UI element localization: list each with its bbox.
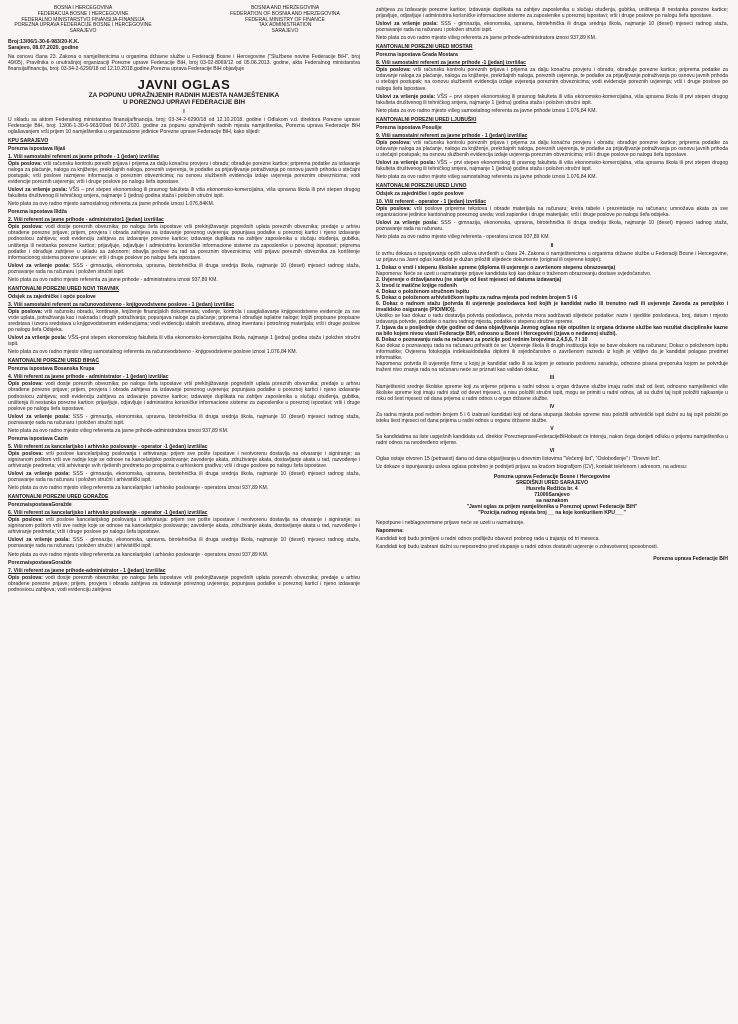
- salary-text: Neto plata za ovo radno mjesto samostalnog referenta za javne prihode iznosi 1.076,84KM.: [8, 201, 215, 208]
- duties-text: vrši računsku kontrolu porezih prijava i prijema za dalju konačnu provjeru i obradu; obrađuje porezne kartice; priprema podatke za izdavanje naloga za plaćanje, naloga za knjiženje, prekršajnih naloga, poreznih uvjerenja, te podatke za prijavljivanje potraživanja po osnovu javnih prihoda u stečajni postupak; vrši poslove razmjene informacija o poreznim obveznicima; na osnovu službenih evidencija izdaje uvjerenja poreznim obveznicima; vodi evidencije poreznih uvjerenja; vrši i druge poslove po nalogu šefa ispostave.: [8, 160, 360, 186]
- position-title: 7. Viši referent za javne prihode-administrator - 1 (jedan) izvršilac: [8, 567, 166, 574]
- section-heading: V: [550, 425, 554, 432]
- office-heading: KANTONALNI POREZNI URED MOSTAR: [376, 44, 473, 51]
- left-positions: [8, 138, 360, 593]
- salary-text: Neto plata za ovo radno mjesto referenta za javne prihode - administratora iznosi 937,89 KM.: [8, 276, 218, 283]
- continued-text: zahtjeva za izdavanje porezne kartice; izdavanje duplikata na zahtjev zaposlenika u slučaju otuđenja, gubitka, uništenja ili nestanka porezne kartice; prijavljuje, odjavljuje i administrira korisničke informacione sisteme za zaposlenike u poreznoj ispostavi; vrši i druge poslove po nalogu šefa ispostave.: [376, 7, 728, 20]
- position-title: 10. Viši referent - operator - 1 (jedan) izvršilac: [376, 199, 487, 206]
- duties-paragraph: [8, 224, 360, 260]
- duties-paragraph: [8, 575, 360, 593]
- duties-label: Opis poslova:: [8, 574, 43, 581]
- salary-text: Neto plata za ovo radno mjesto višeg samostalnog referenta za javne prihode iznosi 1.076,84 KM.: [376, 107, 597, 114]
- duties-paragraph: [8, 161, 360, 185]
- duties-text: vodi dosije poreznih obveznika; po nalogu šefa ispostave vrši prekinjižavanje pogrešnih uplata poreznih obveznika; predaje u arhivu obrađene porezne prijave; prijem, provjera i obrada zahtjeva za izdavanje poreznog uvjerenja; popunjava podatke u poreznoj kartici i njeno izdavanje podnosiocu zahtjeva; vodi evidenciju zahtjeva: [8, 574, 361, 593]
- section-text: Uz dokaze o ispunjavanju uslova oglasa potrebno je podnijeti prijavu sa kraćom biografijom (CV), kontakt telefonom i adresom, na adresu:: [376, 464, 688, 471]
- requirements-label: Uslovi za vršenje posla:: [376, 220, 438, 227]
- position-title: 1. Viši samostalni referent za javne prihode - 1 (jedan) izvršilac: [8, 153, 160, 160]
- requirements-paragraph: Uslovi za vršenje posla: SSS - gimnazija, ekonomska, upravna, birotehnička ili druga srednja škola, najmanje 10 (deset) mjeseci radnog staža, poznavanje rada na računaru i položen stručni ispit.: [376, 21, 728, 34]
- requirements-label: Uslovi za vršenje posla:: [376, 159, 436, 166]
- branch-name: PoreznaispostavaGoražde: [8, 502, 72, 509]
- section-text: Iz svrhu dokaza o ispunjavanju općih uslova utvrđenih u članu 24. Zakona o namještenicima u organima državne službe u Federaciji Bosne i Hercegovine, uz prijavu na Javni oglas kandidat je dužan priložiti slijedeće dokumente (original ili ovjerene kopije):: [376, 250, 728, 263]
- postal-address: Porezna uprava Federacije Bosne i Hercegovine SREDIŠNJI URED SARAJEVO Husrefa Redžića br. 4 71000Sarajevo sa naznakom "Javni oglas za prijem namještenika u Poreznoj upravi Federacije BiH" "Pozicija radnog mjesta broj __ na koje konkurišem KPU___": [466, 474, 638, 517]
- page-title: JAVNI OGLAS: [137, 77, 231, 93]
- reference-number: Broj:13/06/1-30-6-983/20-K.K. Sarajevo, 08.07.2020. godine: [8, 38, 80, 52]
- salary-text: Neto plata za ovo radno mjesto višeg samostalnog referenta za računovodstveno - knjigovodstvene poslove iznosi 1.076,84 KM.: [8, 349, 298, 356]
- position-title: 4. Viši referent za javne prihode - administrator - 1 (jedan) izvršilac: [8, 374, 169, 381]
- position-title: 2. Viši referent za javne prihode - administrator1 (jedan) izvršilac: [8, 217, 164, 224]
- requirements-label: Uslovi za vršenje posla:: [8, 335, 67, 342]
- branch-name: Porezna ispostava Cazin: [8, 435, 68, 442]
- requirements-paragraph: [8, 471, 360, 483]
- requirements-label: Uslovi za vršenje posla:: [376, 21, 438, 28]
- salary-text: Neto plata za ovo radno mjesto višeg samostalnog referenta za javne prihode iznosi 1.076,84 KM.: [376, 174, 597, 181]
- section-text: Oglas ostaje otvoren 15 (petnaest) dana od dana objavljivanja u dnevnim listovima "Večernji list", "Oslobođenje" i "Dnevni list".: [376, 456, 661, 462]
- branch-name: Porezna ispostava Ilidža: [8, 209, 67, 216]
- duties-text: vodi dosije poreznih obveznika; po nalogu šefa ispostave vrši prekinjižavanje pogrešnih uplata poreznih obveznika; predaje u arhivu obrađene porezne prijave; prijem, provjera i obrada zahtjeva za izdavanje poreznog uvjerenja; popunjava podatke u poreznoj kartici i njeno izdavanje podnosiocu zahtjeva; vodi evidenciju zahtjeva za izdavanje porezne kartice; izdavanje duplikata na zahtjev zaposlenika u slučaju otuđenja, gubitka, uništenja ili nestanka porezne kartice; prijavljuje, odjavljuje i administrira korisničke informacione sisteme za zaposlenike u poreznoj ispostavi; priprema podatke i obrađuje zahtjeve u skladu sa zakonom; obavlja poslove za rad sa poreznim obveznicima; vrši prijavu poreznih obveznika za korištenje informacionog sistema porezne uprave; vrši i druge poslove po nalogu šefa ispostave.: [8, 224, 361, 261]
- duties-label: Opis poslova:: [8, 450, 44, 457]
- requirement-item: Napomena: Neće se uzeti u razmatranje prijave kandidata koji kao dokaz o traženom obrazovanju dostave svjedočanstvo.: [376, 270, 652, 277]
- requirements-label: Uslovi za vršenje posla:: [376, 93, 436, 100]
- office-heading: KANTONALNI POREZNI URED BIHAĆ: [8, 358, 100, 365]
- section-text: Sa kandidatima sa liste uspješnih kandidata v.d. direktor PoreznepraveFederacijeBiHobavit će intervju, nakon čega donijeti odluku o prijemu namještenika u radni odnos na neodređeno vrijeme.: [376, 433, 728, 446]
- signature: Porezna uprava Federacije BiH: [653, 555, 728, 562]
- right-column: [376, 6, 728, 562]
- branch-name: PoreznaispostavaGoražde: [8, 559, 72, 566]
- duties-paragraph: [8, 309, 360, 333]
- section-heading: III: [549, 375, 555, 382]
- requirements-text: VŠS–prvi stepen ekonomskog fakulteta ili viša ekonomsko-komercijalna škola, najmanje 1 (jedna) godina staža i položen stručni ispit.: [8, 335, 360, 348]
- section-text: Za radna mjesta pod rednim brojem 5 i 6 izabrani kandidati koji od dana stupanja školske spreme nisu položili arhivistički ispit dužni su taj ispit položiti po isteku šest mjeseci od dana prijema u radni odnos u organu državne službe.: [376, 411, 728, 424]
- duties-text: vrši računsku obradu, kontiranje, knjiženje financijskih dokumenata; vođenje, kontrola i usaglašavanje knjigovodstvene evidencije za sve vrste uplata, potraživanja kao i naknada i drugih potraživanja; popunjava naloge za plaćanje; priprema i obrađuje isplatne naloge; knjiži propisane propisane sredstava i izvora sredstava u knjigovodstvenim evidencijama; vodi evidenciju stalnih sredstava, sitnog inventara i potrošnog materijala; vrši i druge poslove po nalogu šefa Odsjeka.: [8, 308, 361, 334]
- branch-name: Odsjek za zajedničke i opće poslove: [376, 191, 464, 198]
- branch-name: Porezna ispostava Posušje: [376, 124, 442, 131]
- requirements-paragraph: [8, 537, 360, 549]
- requirements-text: SSS - gimnazija, ekonomska, upravna, birotehnička ili druga srednja škola, najmanje 10 (deset) mjeseci radnog staža, poznavanje rada na računaru i položen stručni i arhivistički ispit.: [8, 471, 360, 484]
- requirements-text: SSS - gimnazija, ekonomska, upravna, birotehnička ili druga srednja škola, najmanje 10 (deset) mjeseci radnog staža, poznavanje rada na računaru i položen stručni ispit.: [8, 262, 360, 275]
- requirements-paragraph: [8, 335, 360, 347]
- office-heading: KANTONALNI POREZNI URED GORAŽDE: [8, 494, 109, 501]
- requirements-paragraph: [376, 94, 728, 106]
- position-title: 9. Viši samostalni referent za javne prihode - 1 (jedan) izvršilac: [376, 132, 528, 139]
- duties-label: Opis poslova:: [376, 139, 411, 146]
- duties-paragraph: [376, 140, 728, 158]
- requirement-item: 3. Izvod iz matične knjige rođenih: [376, 282, 457, 289]
- requirements-paragraph: [376, 160, 728, 172]
- duties-text: vrši poslove kancelarijskog poslovanja i arhiviranja: prijem sve pošte ispostave i neotvorenu dostavlja na otvaranje i signiranje; sa signiranom poštom vrši sve radnje koje se odnose na kancelarijsko poslovanje; zavodenje akata, združivanje akata, dostavljanje akata u rad, razvođenje i arhiviranje predmeta; vrši arhiviranje svih riješenih predmeta po propisima o arhivskom građivu; vrši i druge poslove po nalogu šefa ispostave.: [8, 450, 360, 469]
- requirement-item: 1. Dokaz o vrsti i stepenu školske spreme (diploma ili uvjerenje o završenom stepenu obrazovanja): [376, 264, 616, 271]
- duties-paragraph: [376, 67, 728, 91]
- requirements-text: SSS - gimnazija, ekonomska, upravna, birotehnička ili druga srednja škola, najmanje 10 (deset) mjeseci radnog staža, poznavanje rada na računaru i položen stručni ispit.: [8, 413, 360, 426]
- legal-basis: Na osnovu člana 23. Zakona o namještenicima u organima državne službe u Federaciji Bosne i Hercegovine ("Službene novine Federacije BiH", broj 49/05), Pravilnika o unutrašnjoj organizaciji Porezne uprave Federacije BiH, broj 03-02-8069/12 od 05.06.2013. godine, akta Federalnog ministarstva finansija/financija, broj: 03-34-2-6290/18 od 12.10.2018.godine,Porezna uprava Federacije BiH objavljuje: [8, 54, 360, 73]
- duties-paragraph: [8, 517, 360, 535]
- duties-label: Opis poslova:: [376, 67, 411, 74]
- office-heading: KANTONALNI POREZNI URED LJUBUŠKI: [376, 116, 477, 123]
- requirement-item: 7. Izjava da u posljednje dvije godine od dana objavljivanja Javnog oglasa nije otpušten iz organa državne službe kao rezultat disciplinske kazne na bilo kojem nivou vlasti Federacije BiH, odnosno u Bosni i Hercegovini (izjava o nedavnoj službi).: [376, 325, 728, 338]
- left-column: [8, 6, 360, 595]
- requirement-item: 4. Dokaz o položenom stručnom ispitu: [376, 288, 470, 295]
- right-positions: [376, 44, 728, 240]
- requirement-item: Napomena: potvrda ili uvjerenje firme u kojoj je kandidat radio ili sa kojom je ostvario poslovnu saradnju, odnosno pisana preporuka kojom se potvrđuje traženi nivo znanja rada na računaru neće se priznati kao validan dokaz.: [376, 361, 728, 374]
- duties-text: vrši računsku kontrolu poreznih prijava i prijema za dalju konačnu provjeru i obradu; obrađuje porezne kartice; priprema podatke za izdavanje naloga za plaćanje, naloga za knjiženje, prekršajnih naloga, poreznih uvjerenja, te podatke za prijavljivanje potraživanja po osnovu javnih prihoda u stečajni postupak; na osnovu službenih evidencija izdaje uvjerenja poreznim obveznicima; vodi evidencije poreznih uvjerenja; vrši i druge poslove po nalogu šefa ispostave.: [376, 67, 728, 92]
- letterhead: [8, 6, 360, 35]
- section-heading: VI: [549, 447, 555, 454]
- duties-paragraph: [376, 206, 728, 218]
- requirements-paragraph: [8, 414, 360, 426]
- requirements-text: VŠS – prvi stepen ekonomskog ili pravnog fakulteta ili viša ekonomsko-komercijalna, viša upravna škola ili prvi stepen drugog fakulteta društvenog ili tehničkog smjera, najmanje 1 (jedna) godina staža i položen stručni ispit.: [376, 93, 728, 106]
- requirement-item: 8. Dokaz o poznavanju rada na računaru za pozicije pod rednim brojevima 2,4,5,6, 7 i 10: [376, 337, 588, 344]
- duties-text: vrši poslove kancelarijskog poslovanja i arhiviranja: prijem sve pošte ispostave i neotvorenu dostavlja na otvaranje i signiranje; sa signiranom poštom vrši sve radnje koje se odnose na kancelarijsko poslovanje; zavodenje akata, združivanje akata, dostavljanje akata u rad, razvođenje i arhiviranje predmeta; vrši i druge poslove po nalogu šefa ispostave.: [8, 517, 360, 536]
- duties-label: Opis poslova:: [8, 308, 43, 315]
- position-title: 3. Viši samostalni referent za računovodstveno - knjigovodstvene poslove - 1 (jedan) izvršilac: [8, 301, 235, 308]
- requirements-text: SSS - gimnazija, ekonomska, upravna, birotehnička ili druga srednja škola, najmanje 10 (deset) mjeseci radnog staža, poznavanje rada na računaru i položen stručni i arhivistički ispit.: [8, 537, 360, 550]
- duties-text: vodi dosije poreznih obveznika; po nalogu šefa ispostave vrši prekinjižavanje pogrešnih uplata poreznih obveznika; predaje u arhivu obrađene porezne prijave; prijem, provjera i obrada zahtjeva za izdavanje poreznog uvjerenja; popunjava podatke u poreznoj kartici i njeno izdavanje podnosiocu zahtjeva; vodi evidenciju zahtjeva za izdavanje porezne kartice; izdavanje duplikata na zahtjev zaposlenika u slučaju otuđenja, gubitka, uništenja ili nestanka porezne kartice; prijavljuje, odjavljuje i administrira korisničke informacione sisteme za zaposlenike u poreznoj ispostavi; vrši i druge poslove po nalogu šefa ispostave.: [8, 381, 361, 412]
- requirements-label: Uslovi za vršenje posla:: [8, 537, 70, 544]
- office-heading: KANTONALNI POREZNI URED NOVI TRAVNIK: [8, 285, 120, 292]
- position-title: 6. Viši referent za kancelarijsko i arhivsko poslovanje - operator -1 (jedan) izvršilac: [8, 510, 208, 517]
- duties-label: Opis poslova:: [8, 160, 42, 167]
- branch-name: Odsjek za zajedničke i opće poslove: [8, 293, 96, 300]
- requirements-text: SSS - gimnazija, ekonomska, upravna, birotehnička ili druga srednja škola, najmanje 10 (deset) mjeseci radnog staža, poznavanje rada na računaru.: [376, 220, 728, 233]
- section-heading: II: [550, 242, 554, 249]
- position-title: 5. Viši referent za kancelarijsko i arhivsko poslovanje - operator -1 (jedan) izvršilac: [8, 443, 208, 450]
- office-heading: KANTONALNI POREZNI URED LIVNO: [376, 183, 467, 190]
- branch-name: Porezna ispostava Grada Mostara: [376, 52, 458, 59]
- salary-text: Neto plata za ovo radno mjesto višeg referenta za javne prihode-administratora iznosi 937,89 KM.: [376, 35, 597, 42]
- document-requirements: [376, 265, 728, 374]
- letterhead-english: BOSNIA AND HERZEGOVINA FEDERATION OF BOSNIA AND HERZEGOVINA FEDERAL MINISTRY OF FINANCE TAX ADMINISTRATION SARAJEVO: [230, 5, 340, 35]
- requirement-item: Ukoliko se kao dokaz o radu dostavlja potvrda poslodavca, potvrda mora sadržavati slijedeće podatke: naziv i sjedište poslodavca, broj, datum i mjesto izdavanja potvrde, podatke o nazivu radnog mjesta, podatke o stepenu stručne spreme.: [376, 313, 728, 326]
- requirements-label: Uslovi za vršenje posla:: [8, 187, 68, 194]
- position-title: 8. Viši samostalni referent za javne prihode -1 (jedan) izvršilac: [376, 60, 526, 67]
- incomplete-note: Nepotpune i neblagovremene prijave neće se uzeti u razmatranje.: [376, 520, 525, 527]
- salary-text: Neto plata za ovo radno mjesto višeg referenta - operatora iznosi 937,89 KM.: [376, 234, 550, 241]
- duties-text: vrši računsku kontrolu poreznih prijava i prijema za dalju konačnu provjeru i obradu; obrađuje porezne kartice; priprema podatke za izdavanje naloga za plaćanje, naloga za knjiženje, prekršajnih naloga, poreznih uvjerenja, te podatke za prijavljivanje potraživanja po osnovu javnih prihoda u stečajni postupak; na osnovu službenih evidencija izdaje uvjerenja poreznim obveznicima; vrši i druge poslove po nalogu šefa ispostave.: [376, 139, 728, 158]
- requirement-item: 5. Dokaz o položenom arhivističkom ispitu za radna mjesta pod rednim brojem 5 i 6: [376, 294, 578, 301]
- duties-label: Opis poslova:: [376, 206, 412, 213]
- salary-text: Neto plata za ovo radno mjesto višeg referenta za javne prihode-administratora iznosi 937,89 KM.: [8, 427, 229, 434]
- office-heading: KPU SARAJEVO: [8, 137, 49, 144]
- section-heading: IV: [549, 403, 555, 410]
- health-note: Kandidati koji budu izabrani dužni su neposredno pred stupanje u radni odnos dostaviti uvjerenje o zdravstvenoj sposobnosti.: [376, 543, 659, 550]
- duties-label: Opis poslova:: [8, 517, 44, 524]
- duties-label: Opis poslova:: [8, 224, 43, 231]
- branch-name: Porezna ispostava Bosanska Krupa: [8, 366, 95, 373]
- requirement-item: 2. Uvjerenje o državljanstvu (ne starije od šest mjeseci od datuma izdavanja): [376, 276, 562, 283]
- requirements-paragraph: [8, 187, 360, 199]
- napomena-label: Napomena:: [376, 528, 404, 535]
- requirement-item: 6. Dokaz o radnom stažu (potvrda ili uvjerenje poslodavca kod kojih je kandidat radio ili trenutno radi ili uvjerenje Zavoda za penzijsko i invalidsko osiguranje (PIO/MIO)).: [376, 300, 728, 313]
- salary-text: Neto plata za ovo radno mjesto višeg referenta za kancelarijsko i arhivsko poslovanje - operatora iznosi 937,89 KM.: [8, 551, 269, 558]
- branch-name: Porezna ispostava Ilijaš: [8, 145, 66, 152]
- section-heading: I: [183, 108, 185, 115]
- requirements-label: Uslovi za vršenje posla:: [8, 262, 70, 269]
- requirement-item: Kao dokaz o poznavanju rada na računaru prihvatit će se: Uvjerenje škola ili drugih institucija koje se bave obukom na računaru; Dokaz o položenom ispitu informatike; Ovjerena fotokopija indeksa/dodatka diplomi ili svjedočanstvo o završenom razredu iz kojih je vidljivo da je kandidat polagao predmet informatike.: [376, 343, 728, 362]
- requirements-label: Uslovi za vršenje posla:: [8, 471, 70, 478]
- salary-text: Neto plata za ovo radno mjesto višeg referenta za kancelarijsko i arhivsko poslovanje - operatora iznosi 937,89 KM.: [8, 485, 269, 492]
- requirements-text: VŠS – prvi stepen ekonomskog ili pravnog fakulteta ili viša ekonomsko-komercijalna, viša upravna škola ili prvi stepen drugog fakulteta društvenog ili tehničkog smjera, najmanje 1 (jedna) godina staža i položen stručni ispit.: [8, 187, 360, 200]
- duties-paragraph: [8, 381, 360, 411]
- duties-paragraph: [8, 451, 360, 469]
- probation-note: Kandidati koji budu primljeni u radni odnos podliježu obavezi probnog rada u trajanju od tri meseca.: [376, 535, 600, 542]
- requirements-paragraph: [376, 220, 728, 232]
- requirements-paragraph: [8, 263, 360, 275]
- letterhead-local: BOSNA I HERCEGOVINA FEDERACIJA BOSNE I HERCEGOVINE FEDERALNO MINISTARSTVO FINANSIJA-FINANSIJA POREZNA UPRAVA FEDERACIJE BOSNE I HERCEGOVINE SARAJEVO: [14, 5, 152, 35]
- section-text: U skladu sa aktom Federalnog ministarstva finansija/financija, broj: 03-34-2-6290/18 od 12.10.2018. godine i Odlukom v.d. direktora Porezne uprave Federacije BiH, broj: 13/06-1-30-6-963/20od 06.07.2020. godine za popunu upražnjenih radnih mjesta namještenika, Porezna uprava Federacije BiH oglašavanjem vrši prijem 10 namještenika u organizacione jedinice Porezne uprave Federacije BiH, kako slijedi:: [8, 116, 360, 135]
- duties-label: Opis poslova:: [8, 381, 43, 388]
- duties-text: vrši poslove pripreme tekstova i obrade materijala na računaru; kreira tabele i prezentacije na računaru; umnožava akata za sve organizacione jedinice kantonalnog poreznog ureda; vodi zapisnike i druge materijale; vrši i druge poslove po nalogu šefa odsjeka.: [376, 206, 729, 219]
- requirements-text: VŠS – prvi stepen ekonomskog ili pravnog fakulteta ili viša ekonomsko-komercijalna, viša upravna škola ili prvi stepen drugog fakulteta društvenog ili tehničkog smjera, najmanje 1 (jedna) godina staža i položen stručni ispit.: [376, 159, 728, 173]
- page-subtitle: ZA POPUNU UPRAŽNJENIH RADNIH MJESTA NAMJEŠTENIKA U POREZNOJ UPRAVI FEDERACIJE BIH: [88, 92, 280, 107]
- requirements-label: Uslovi za vršenje posla:: [8, 413, 70, 420]
- section-text: Namještenici srednje školske spreme koji za vrijeme prijema u radni odnos u organ državne službe imaju radni staž od šest, odnosno namještenici više školske spreme koji imaju radni staž od devet mjeseci, a nisu položili stručni ispit, mogu se primiti u radni odnos, ali su dužni taj ispit položiti najkasnije u roku od šest mjeseci od dana prijema u radni odnos u organ državne službe.: [376, 383, 728, 402]
